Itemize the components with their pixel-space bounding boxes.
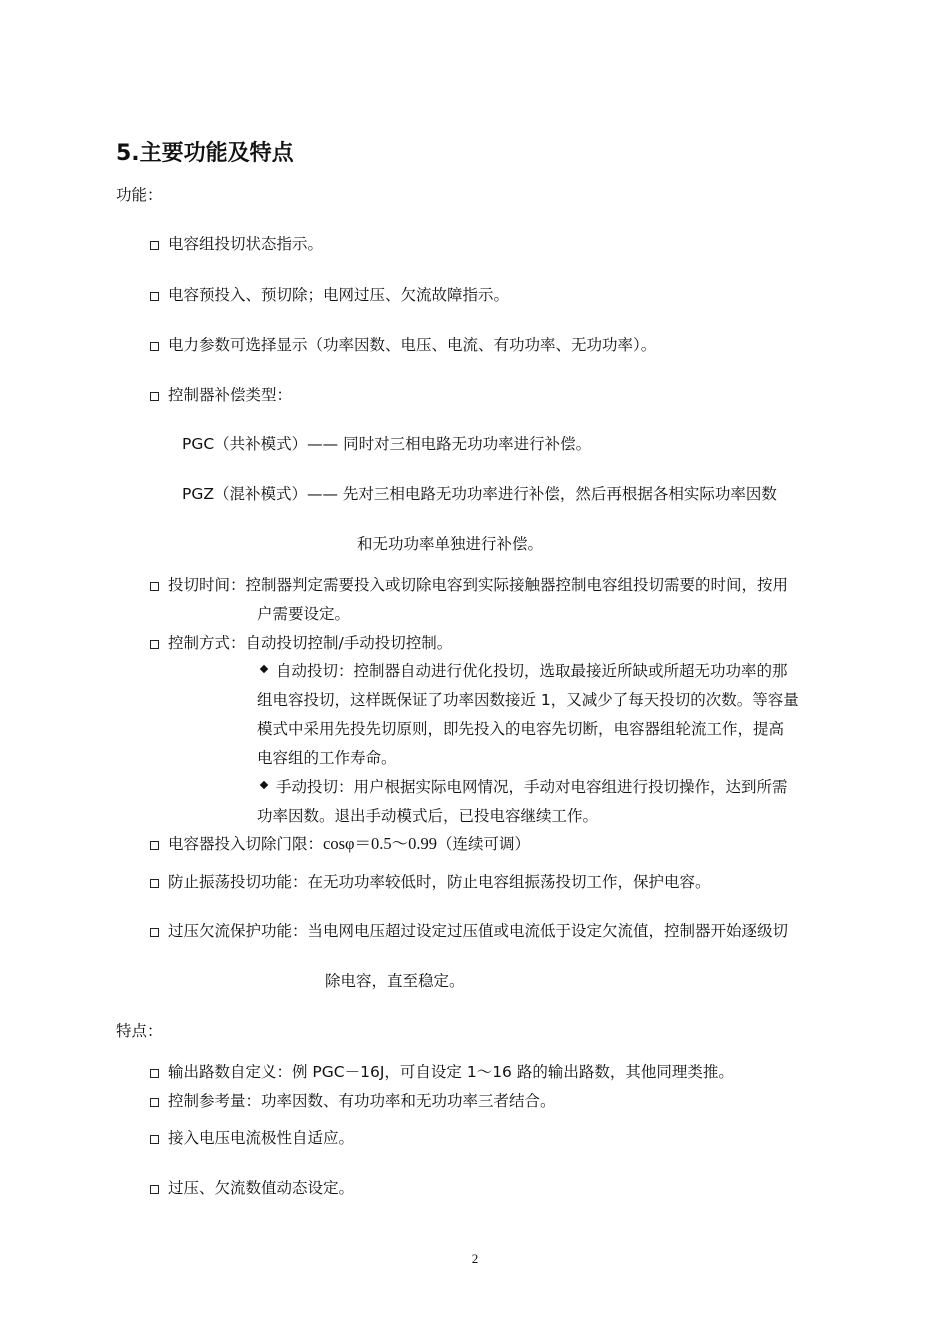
function-item: 电容预投入、预切除；电网过压、欠流故障指示。 [168,286,510,304]
function-item: 电容组投切状态指示。 [168,235,324,253]
function-item: 过压欠流保护功能：当电网电压超过设定过压值或电流低于设定欠流值，控制器开始逐级切 [168,922,789,940]
function-item: 投切时间：控制器判定需要投入或切除电容到实际接触器控制电容组投切需要的时间，按用 [168,576,789,594]
feature-item: 过压、欠流数值动态设定。 [168,1179,355,1197]
function-item: 控制器补偿类型： [168,386,293,404]
manual-switch-line: 手动投切：用户根据实际电网情况，手动对电容组进行投切操作，达到所需 [276,778,788,796]
checkbox-bullet-icon [150,841,159,850]
threshold-formula: cosφ＝0.5～0.99 [323,834,438,853]
checkbox-bullet-icon [150,392,159,401]
checkbox-bullet-icon [150,640,159,649]
threshold-note: （连续可调） [437,835,531,853]
manual-switch-line: 功率因数。退出手动模式后，已投电容继续工作。 [257,807,599,825]
pgz-mode-line: PGZ（混补模式）—— 先对三相电路无功功率进行补偿，然后再根据各相实际功率因数 [182,485,777,503]
functions-label: 功能： [116,186,163,204]
function-item: 电力参数可选择显示（功率因数、电压、电流、有功功率、无功功率）。 [168,336,657,354]
auto-switch-line: 组电容投切，这样既保证了功率因数接近 1，又减少了每天投切的次数。等容量 [257,691,799,709]
pgz-mode-line-cont: 和无功功率单独进行补偿。 [357,535,544,553]
checkbox-bullet-icon [150,879,159,888]
function-item: 防止振荡投切功能：在无功功率较低时，防止电容组振荡投切工作，保护电容。 [168,873,711,891]
checkbox-bullet-icon [150,241,159,250]
function-item-cont: 户需要设定。 [257,605,351,623]
page-number: 2 [471,1251,479,1266]
threshold-item [168,833,530,855]
feature-item: 输出路数自定义：例 PGC－16J，可自设定 1～16 路的输出路数，其他同理类推。 [168,1063,734,1081]
checkbox-bullet-icon [150,1098,159,1107]
diamond-bullet-icon [260,665,268,673]
function-item: 控制方式：自动投切控制/手动投切控制。 [168,634,453,652]
checkbox-bullet-icon [150,1185,159,1194]
checkbox-bullet-icon [150,1069,159,1078]
pgc-mode-line: PGC（共补模式）—— 同时对三相电路无功功率进行补偿。 [182,435,592,453]
feature-item: 接入电压电流极性自适应。 [168,1129,355,1147]
features-label: 特点： [116,1022,163,1040]
diamond-bullet-icon [260,781,268,789]
checkbox-bullet-icon [150,582,159,591]
function-item-cont: 除电容，直至稳定。 [325,972,465,990]
auto-switch-line: 模式中采用先投先切原则，即先投入的电容先切断，电容器组轮流工作，提高 [257,720,785,738]
section-heading: 5.主要功能及特点 [116,141,294,166]
feature-item: 控制参考量：功率因数、有功功率和无功功率三者结合。 [168,1092,556,1110]
threshold-label: 电容器投入切除门限： [168,835,324,853]
checkbox-bullet-icon [150,1135,159,1144]
checkbox-bullet-icon [150,342,159,351]
auto-switch-line: 自动投切：控制器自动进行优化投切，选取最接近所缺或所超无功功率的那 [276,662,788,680]
checkbox-bullet-icon [150,292,159,301]
checkbox-bullet-icon [150,928,159,937]
auto-switch-line: 电容组的工作寿命。 [257,749,397,767]
